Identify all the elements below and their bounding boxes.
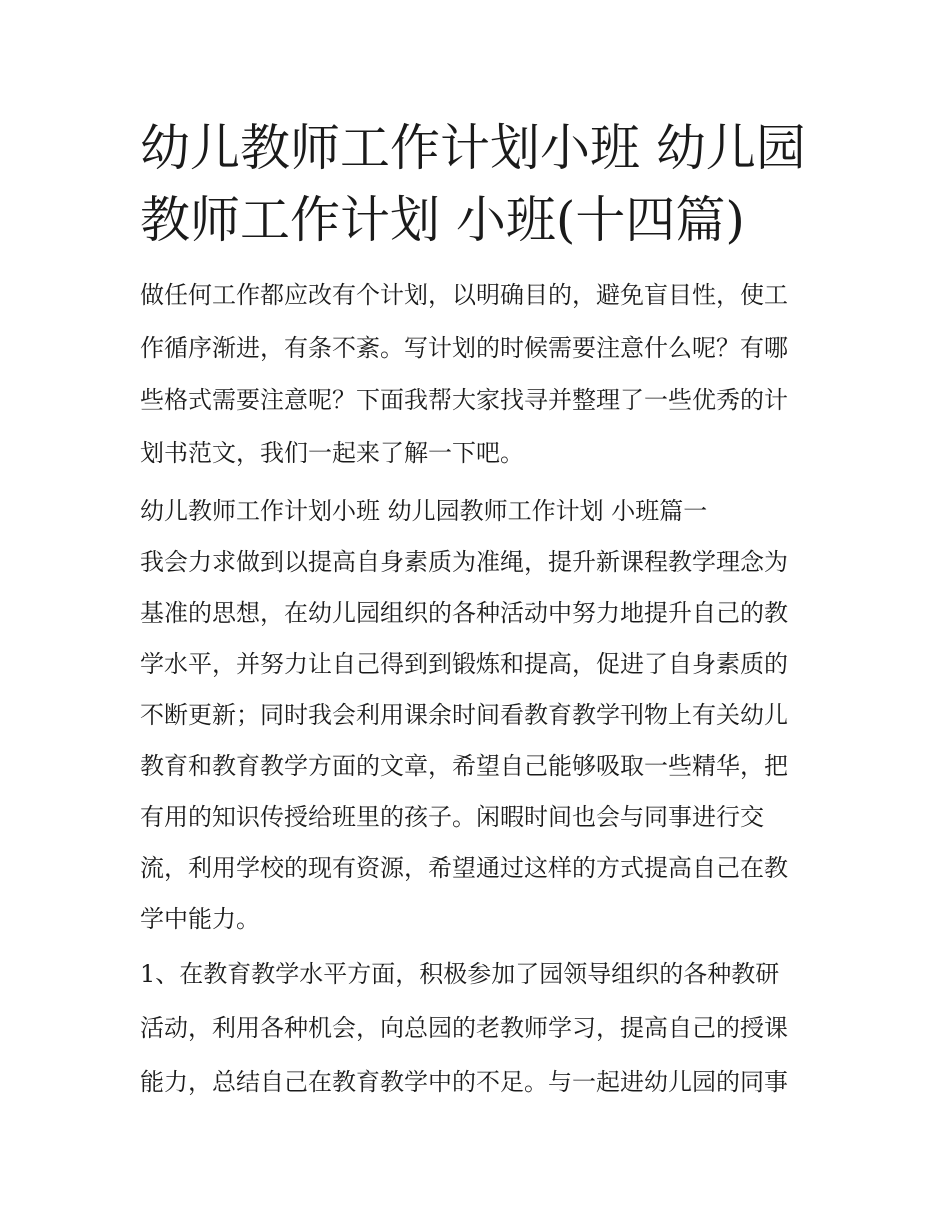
document-page [140,112,812,1109]
section-heading: 幼儿教师工作计划小班 幼儿园教师工作计划 小班篇一 [140,497,708,525]
document-title [140,112,812,256]
paragraph-line: 学中能力。 [140,905,260,933]
paragraph-line: 活动，利用各种机会，向总园的老教师学习，提高自己的授课 [140,1014,788,1042]
title-line: 教师工作计划 小班(十四篇) [140,191,745,249]
paragraph-line: 学水平，并努力让自己得到到锻炼和提高，促进了自身素质的 [140,650,788,678]
numbered-paragraph [140,947,812,1109]
intro-line: 做任何工作都应改有个计划，以明确目的，避免盲目性，使工 [140,281,788,309]
paragraph-line: 1、在教育教学水平方面，积极参加了园领导组织的各种教研 [140,960,780,988]
title-line: 幼儿教师工作计划小班 幼儿园 [140,119,806,177]
paragraph-line: 流，利用学校的现有资源，希望通过这样的方式提高自己在教 [140,854,788,882]
paragraph-line: 能力，总结自己在教育教学中的不足。与一起进幼儿园的同事 [140,1068,788,1096]
paragraph-line: 我会力求做到以提高自身素质为准绳，提升新课程教学理念为 [140,548,788,576]
paragraph-line: 教育和教育教学方面的文章，希望自己能够吸取一些精华，把 [140,752,788,780]
paragraph-line: 不断更新；同时我会利用课余时间看教育教学刊物上有关幼儿 [140,701,788,729]
paragraph-line: 有用的知识传授给班里的孩子。闲暇时间也会与同事进行交 [140,803,764,831]
intro-paragraph [140,269,812,479]
intro-line: 些格式需要注意呢？下面我帮大家找寻并整理了一些优秀的计 [140,386,788,414]
body-paragraph [140,537,812,945]
intro-line: 作循序渐进，有条不紊。写计划的时候需要注意什么呢？有哪 [140,333,788,362]
intro-line: 划书范文，我们一起来了解一下吧。 [140,438,524,467]
paragraph-line: 基准的思想，在幼儿园组织的各种活动中努力地提升自己的教 [140,599,788,627]
